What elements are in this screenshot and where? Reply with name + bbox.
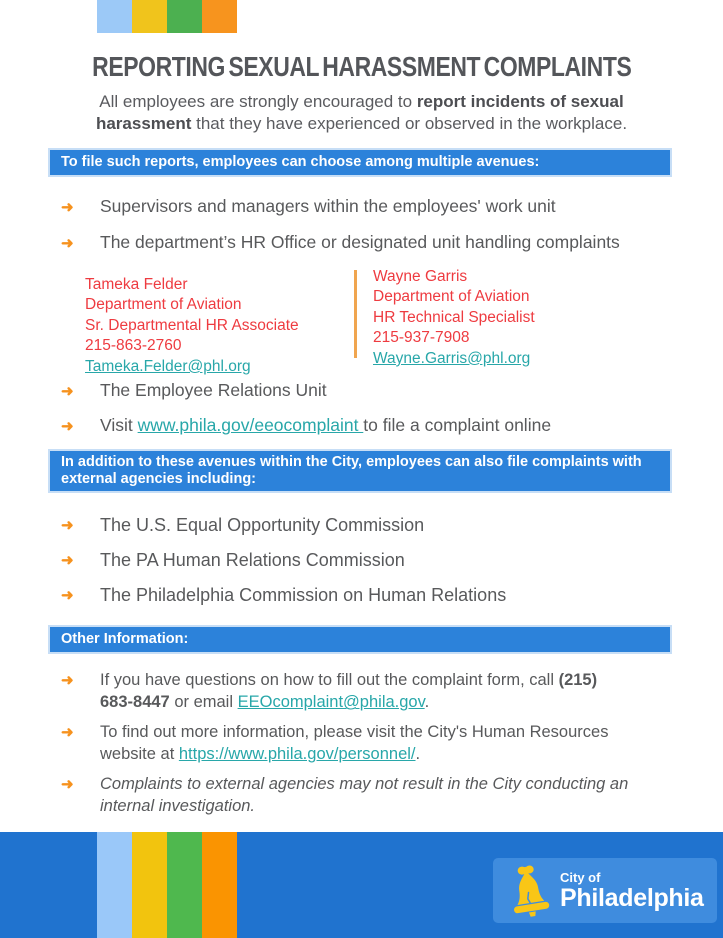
- bullet-arrow-icon: ➜: [61, 383, 74, 401]
- bullet-arrow-icon: ➜: [61, 517, 74, 535]
- list-item-text: The U.S. Equal Opportunity Commission: [100, 515, 425, 536]
- banner-other-information: Other Information:: [48, 625, 672, 654]
- contact-phone: 215-937-7908: [373, 329, 470, 347]
- banner-external-agencies: In addition to these avenues within the City, employees can also file complaints with external agencies including:: [48, 449, 672, 493]
- liberty-bell-icon: [507, 865, 551, 917]
- eeocomplaint-url-link[interactable]: www.phila.gov/eeocomplaint: [137, 415, 364, 436]
- list-item-text: Supervisors and managers within the employees' work unit: [100, 195, 556, 216]
- list-item: [48, 721, 678, 765]
- stripe-yellow: [132, 0, 167, 33]
- bullet-arrow-icon: ➜: [61, 234, 74, 252]
- external-agencies-list: [48, 513, 678, 607]
- contact-email-link[interactable]: Tameka.Felder@phl.org: [85, 357, 251, 375]
- contact-card-wayne-garris: [357, 267, 535, 378]
- list-item: [48, 548, 678, 572]
- intro-text: that they have experienced or observed in the workplace.: [191, 114, 628, 134]
- banner-file-reports: To file such reports, employees can choose among multiple avenues:: [48, 148, 672, 177]
- contact-department: Department of Aviation: [85, 296, 242, 314]
- bullet-arrow-icon: ➜: [61, 672, 74, 690]
- contact-name: Tameka Felder: [85, 275, 188, 293]
- bullet-arrow-icon: ➜: [61, 552, 74, 570]
- bullet-arrow-icon: ➜: [61, 724, 74, 742]
- intro-paragraph: [68, 91, 656, 136]
- contact-email-link[interactable]: Wayne.Garris@phl.org: [373, 349, 531, 367]
- contact-card-tameka-felder: [85, 267, 354, 378]
- list-item: [48, 669, 678, 713]
- contact-department: Department of Aviation: [373, 288, 530, 306]
- logo-city-of-text: City of: [560, 870, 601, 885]
- list-item-text: To find out more information, please visit the City's Human Resources website at https://www.phila.gov/personnel/.: [100, 723, 609, 764]
- stripe-orange: [202, 0, 237, 33]
- list-item-text: The Employee Relations Unit: [100, 380, 327, 401]
- city-of-philadelphia-logo: [493, 858, 717, 923]
- list-item: [48, 414, 678, 437]
- logo-philadelphia-text: Philadelphia: [560, 884, 704, 912]
- avenues-list: [48, 195, 678, 254]
- list-item-text: Visit www.phila.gov/eeocomplaint to file a complaint online: [100, 415, 552, 436]
- bullet-arrow-icon: ➜: [61, 418, 74, 436]
- stripe-green: [167, 832, 202, 938]
- list-item: [48, 379, 678, 402]
- page-title: REPORTING SEXUAL HARASSMENT COMPLAINTS: [91, 51, 632, 82]
- stripe-light-blue: [97, 0, 132, 33]
- bullet-arrow-icon: ➜: [61, 587, 74, 605]
- list-item-text: The Philadelphia Commission on Human Relations: [100, 585, 507, 606]
- list-item-text: The department’s HR Office or designated unit handling complaints: [100, 231, 620, 252]
- list-item: [48, 195, 678, 218]
- list-item: [48, 231, 678, 254]
- list-item-text: The PA Human Relations Commission: [100, 550, 405, 571]
- list-item: [48, 773, 678, 817]
- list-item: [48, 583, 678, 607]
- hr-contacts: [85, 267, 723, 378]
- stripe-green: [167, 0, 202, 33]
- other-information-list: [48, 669, 678, 817]
- contact-title: HR Technical Specialist: [373, 308, 535, 326]
- intro-text: All employees are strongly encouraged to: [99, 92, 417, 111]
- logo-wordmark: [560, 870, 704, 911]
- list-item-text: Complaints to external agencies may not result in the City conducting an internal investigation.: [100, 775, 629, 816]
- bullet-arrow-icon: ➜: [61, 776, 74, 794]
- stripe-yellow: [132, 832, 167, 938]
- list-item: [48, 513, 678, 537]
- avenues-list-continued: [48, 379, 678, 437]
- footer-stripes: [97, 832, 237, 938]
- eeocomplaint-email-link[interactable]: EEOcomplaint@phila.gov: [237, 693, 425, 712]
- bullet-arrow-icon: ➜: [61, 198, 74, 216]
- stripe-orange: [202, 832, 237, 938]
- contact-phone: 215-863-2760: [85, 337, 182, 355]
- stripe-light-blue: [97, 832, 132, 938]
- phone-number-bold: (215) 683-8447: [100, 671, 598, 712]
- contact-title: Sr. Departmental HR Associate: [85, 316, 299, 334]
- footer: [0, 832, 723, 938]
- list-item-text: If you have questions on how to fill out the complaint form, call (215) 683-8447 or email EEOcomplaint@phila.gov.: [100, 671, 598, 712]
- header-stripes: [97, 0, 237, 33]
- contact-name: Wayne Garris: [373, 267, 468, 285]
- intro-bold-text: report incidents of sexual harassment: [95, 92, 624, 134]
- personnel-url-link[interactable]: https://www.phila.gov/personnel/: [178, 745, 416, 764]
